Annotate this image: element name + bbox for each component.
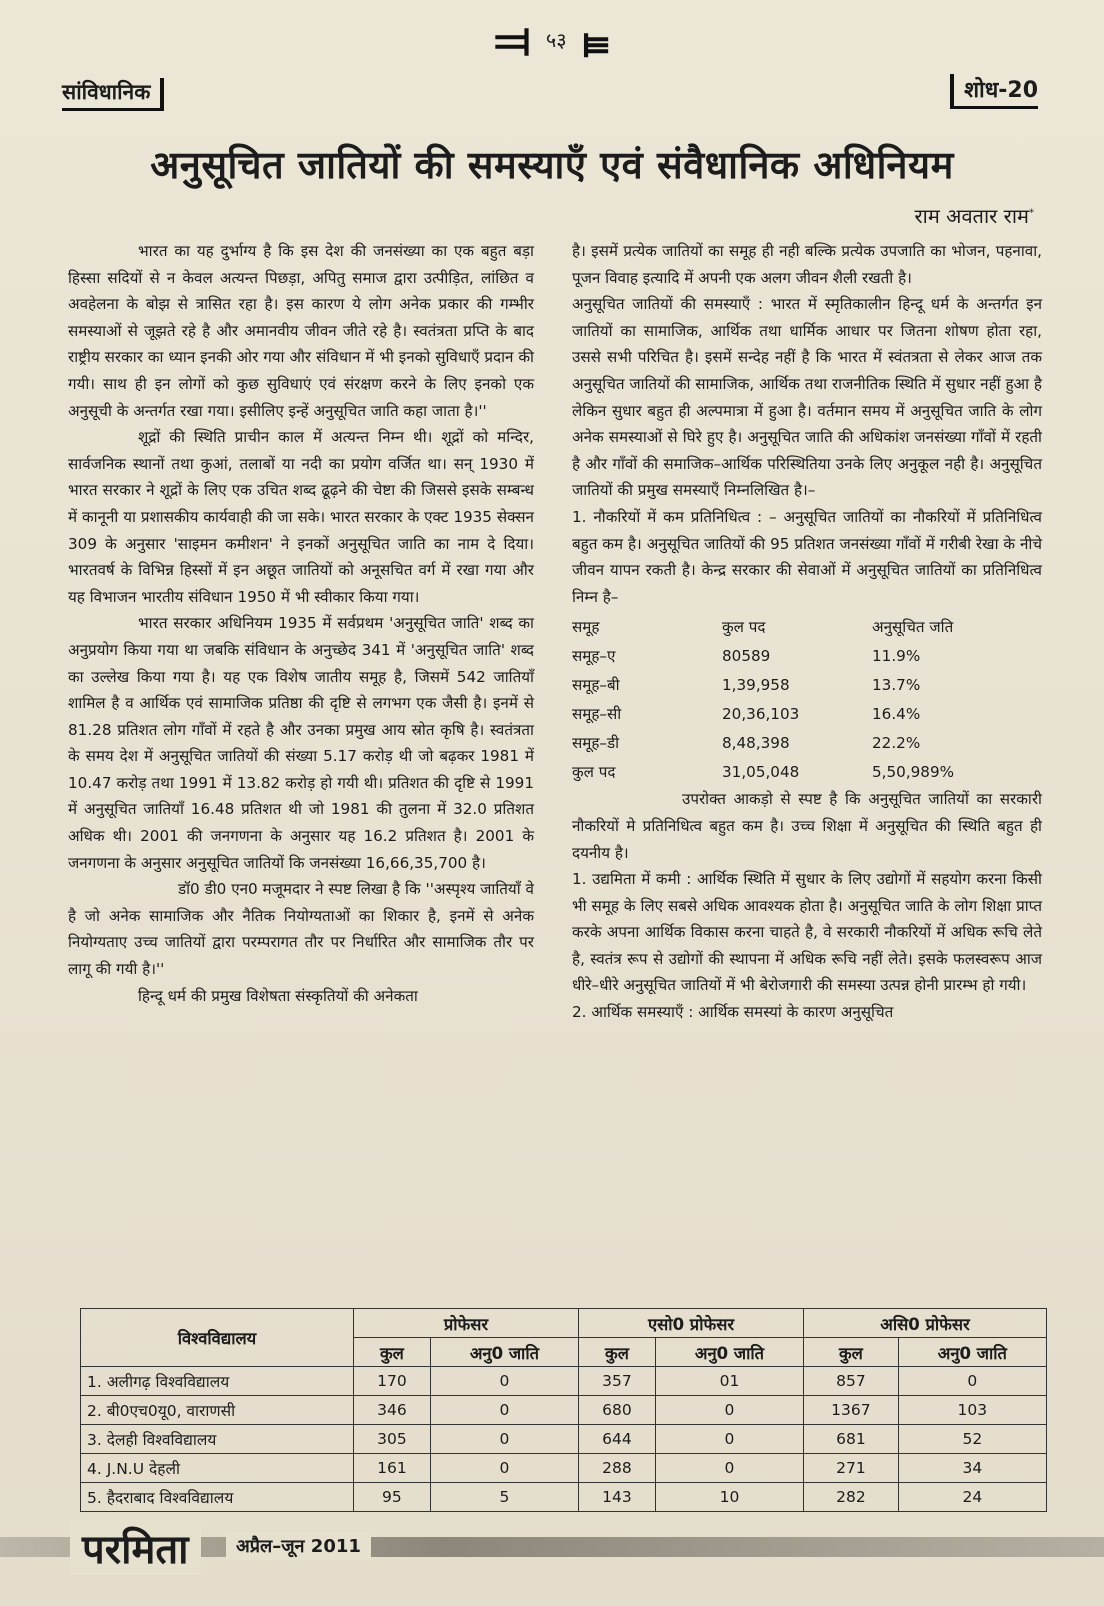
- table-cell: 857: [804, 1367, 899, 1396]
- paragraph: अनुसूचित जातियों की समस्याएँ : भारत में स्मृतिकालीन हिन्दू धर्म के अन्तर्गत इन जातियों का सामाजिक, आर्थिक तथा धार्मिक आधार पर जितना शोषण होता रहा, उससे सभी परिचित है। इसमें सन्देह नहीं है कि भारत में स्वंतत्रता से लेकर आज तक अनुसूचित जातियों की सामाजिक, आर्थिक तथा राजनीतिक स्थिति में सुधार नहीं हुआ है लेकिन सुधार बहुत ही अल्पमात्रा में हुआ है। वर्तमान समय में अनुसूचित जाति के लोग अनेक समस्याओं से घिरे हुए है। अनुसूचित जाति की अधिकांश जनसंख्या गाँवों में रहती है और गाँवों की समाजिक–आर्थिक परिस्थितिया उनके लिए अनुकूल नही है। अनुसूचित जातियों की प्रमुख समस्याएँ निम्नलिखित है।–: [572, 295, 1042, 500]
- university-name: 1. अलीगढ़ विश्वविद्यालय: [81, 1367, 354, 1396]
- table-row: [572, 641, 954, 670]
- table-cell: 0: [655, 1454, 803, 1483]
- table-cell: 680: [579, 1396, 656, 1425]
- paragraph: उपरोक्त आकड़ो से स्पष्ट है कि अनुसूचित जातियों का सरकारी नौकरियों मे प्रतिनिधित्व बहुत कम है। उच्च शिक्षा में अनुसूचित की स्थिति बहुत ही दयनीय है।: [572, 790, 1042, 862]
- sc-header: अनु0 जाति: [430, 1338, 578, 1367]
- paragraph: हिन्दू धर्म की प्रमुख विशेषता संस्कृतियों की अनेकता: [138, 986, 418, 1005]
- table-row: [572, 728, 954, 757]
- table-row: [572, 670, 954, 699]
- table-row: [572, 757, 954, 786]
- table-cell: 13.7%: [872, 675, 921, 694]
- issue-date: अप्रैल–जून 2011: [226, 1532, 371, 1560]
- paragraph: है। इसमें प्रत्येक जातियों का समूह ही नही बल्कि प्रत्येक उपजाति का भोजन, पहनावा, पूजन विवाह इत्यादि में अपनी एक अलग जीवन शैली रखती है।: [572, 242, 1042, 287]
- table-cell: 31,05,048: [722, 762, 800, 781]
- table-cell: 0: [898, 1367, 1046, 1396]
- total-header: कुल: [354, 1338, 431, 1367]
- section-label: सांविधानिक: [62, 78, 164, 111]
- table-cell: 0: [655, 1396, 803, 1425]
- table-cell: 0: [430, 1367, 578, 1396]
- table-cell: 16.4%: [872, 704, 921, 723]
- page-number: ५३: [545, 28, 567, 52]
- table-row: [81, 1483, 1047, 1512]
- table-cell: 01: [655, 1367, 803, 1396]
- table-cell: 8,48,398: [722, 733, 790, 752]
- table-cell: 5: [430, 1483, 578, 1512]
- table-cell: 52: [898, 1425, 1046, 1454]
- professor-header: प्रोफेसर: [354, 1309, 579, 1338]
- table-cell: 1367: [804, 1396, 899, 1425]
- university-header: विश्वविद्यालय: [81, 1309, 354, 1367]
- right-ornament: ⫢: [581, 12, 610, 68]
- table-cell: 143: [579, 1483, 656, 1512]
- table-cell: समूह–ए: [572, 646, 616, 665]
- journal-logo: परमिता: [70, 1520, 201, 1575]
- table-header: समूह: [572, 617, 600, 636]
- table-cell: 95: [354, 1483, 431, 1512]
- table-cell: 1,39,958: [722, 675, 790, 694]
- sc-header: अनु0 जाति: [655, 1338, 803, 1367]
- article-title: अनुसूचित जातियों की समस्याएँ एवं संवैधानिक अधिनियम: [150, 143, 954, 187]
- paragraph: डॉ0 डी0 एन0 मजूमदार ने स्पष्ट लिखा है कि ''अस्पृश्य जातियाँ वे है जो अनेक सामाजिक और नैतिक नियोग्यताओं का शिकार है, इनमें से अनेक नियोग्यताए उच्च जातियों द्वारा परम्परागत तौर पर निर्धारित और सामाजिक तौर पर लागू की गयी है।'': [68, 880, 534, 979]
- paragraph: 2. आर्थिक समस्याएँ : आर्थिक समस्यां के कारण अनुसूचित: [572, 1003, 894, 1022]
- university-table: [80, 1308, 1047, 1512]
- right-column: [572, 238, 1042, 1026]
- university-name: 4. J.N.U देहली: [81, 1454, 354, 1483]
- table-cell: 288: [579, 1454, 656, 1483]
- table-header: कुल पद: [722, 617, 766, 636]
- table-cell: 0: [430, 1425, 578, 1454]
- table-cell: समूह–सी: [572, 704, 622, 723]
- table-cell: 10: [655, 1483, 803, 1512]
- author-name: राम अवतार राम*: [914, 204, 1034, 228]
- table-cell: 80589: [722, 646, 771, 665]
- table-cell: 681: [804, 1425, 899, 1454]
- paragraph: 1. उद्यमिता में कमी : आर्थिक स्थिति में सुधार के लिए उद्योगों में सहयोग करना किसी भी समूह के लिए सबसे अधिक आवश्यक होता है। अनुसूचित जाति के लोग शिक्षा प्राप्त करके अपना आर्थिक विकास करना चाहते है, वे सरकारी नौकरियों में अधिक रूचि लेते है, स्वतंत्र रूप से उद्योगों की स्थापना में अधिक रूचि नहीं लेते। इसके फलस्वरूप आज धीरे–धीरे अनुसूचित जातियों में भी बेरोजगारी की समस्या उत्पन्न होनी प्रारम्भ हो गयी।: [572, 870, 1042, 995]
- table-cell: समूह–बी: [572, 675, 620, 694]
- paragraph: भारत सरकार अधिनियम 1935 में सर्वप्रथम 'अनुसूचित जाति' शब्द का अनुप्रयोग किया गया था जबकि संविधान के अनुच्छेद 341 में 'अनुसूचित जाति' शब्द का उल्लेख किया गया है। यह एक विशेष जातीय समूह है, जिसमें 542 जातियाँ शामिल है व आर्थिक एवं सामाजिक प्रतिष्ठा की दृष्टि से लगभग एक जैसी है। इनमें से 81.28 प्रतिशत लोग गाँवों में रहते है और उनका प्रमुख आय स्रोत कृषि है। स्वतंत्रता के समय देश में अनुसूचित जातियों की संख्या 5.17 करोड़ थी जो बढ़कर 1981 में 10.47 करोड़ तथा 1991 में 13.82 करोड़ हो गयी थी। प्रतिशत की दृष्टि से 1991 में अनुसूचित जातियाँ 16.48 प्रतिशत थी जो 1981 की तुलना में 32.0 प्रतिशत अधिक थी। 2001 की जनगणना के अनुसार यह 16.2 प्रतिशत है। 2001 के जनगणना के अनुसार अनुसूचित जातियों कि जनसंख्या 16,66,35,700 है।: [68, 614, 534, 872]
- table-cell: कुल पद: [572, 762, 616, 781]
- table-cell: 0: [430, 1396, 578, 1425]
- sc-header: अनु0 जाति: [898, 1338, 1046, 1367]
- university-name: 2. बी0एच0यू0, वाराणसी: [81, 1396, 354, 1425]
- table-cell: 644: [579, 1425, 656, 1454]
- table-cell: 161: [354, 1454, 431, 1483]
- page-number-header: [0, 10, 1104, 70]
- left-column: [68, 238, 534, 1009]
- table-cell: 20,36,103: [722, 704, 800, 723]
- university-name: 5. हैदराबाद विश्वविद्यालय: [81, 1483, 354, 1512]
- total-header: कुल: [804, 1338, 899, 1367]
- table-cell: 0: [430, 1454, 578, 1483]
- table-cell: 0: [655, 1425, 803, 1454]
- table-header-row: [81, 1309, 1047, 1338]
- table-cell: 346: [354, 1396, 431, 1425]
- research-label: शोध-20: [950, 74, 1038, 109]
- paragraph: भारत का यह दुर्भाग्य है कि इस देश की जनसंख्या का एक बहुत बड़ा हिस्सा सदियों से न केवल अत्यन्त पिछड़ा, अपितु समाज द्वारा उत्पीड़ित, लांछित व अवहेलना के बोझ से त्रासित रहा है। इस कारण ये लोग अनेक प्रकार की गम्भीर समस्याओं से जूझते रहे है और अमानवीय जीवन जीते रहे है। स्वतंत्रता प्रप्ति के बाद राष्ट्रीय सरकार का ध्यान इनकी ओर गया और संविधान में भी इनको सुविधाएँ प्रदान की गयी। साथ ही इन लोगों को कुछ सुविधाएं एवं संरक्षण करने के लिए इनको एक अनुसूची के अन्तर्गत रखा गया। इसीलिए इन्हें अनुसूचित जाति कहा जाता है।'': [68, 242, 534, 420]
- table-cell: समूह–डी: [572, 733, 620, 752]
- table-cell: 22.2%: [872, 733, 921, 752]
- table-cell: 103: [898, 1396, 1046, 1425]
- table-cell: 271: [804, 1454, 899, 1483]
- table-cell: 24: [898, 1483, 1046, 1512]
- table-cell: 34: [898, 1454, 1046, 1483]
- representation-table: [572, 612, 954, 786]
- table-cell: 5,50,989%: [872, 762, 955, 781]
- left-ornament: ⫤: [494, 12, 531, 68]
- table-header: अनुसूचित जति: [872, 617, 954, 636]
- table-row: [81, 1367, 1047, 1396]
- table-cell: 282: [804, 1483, 899, 1512]
- table-row: [572, 699, 954, 728]
- table-cell: 357: [579, 1367, 656, 1396]
- table-cell: 305: [354, 1425, 431, 1454]
- assistant-professor-header: असि0 प्रोफेसर: [804, 1309, 1047, 1338]
- table-cell: 11.9%: [872, 646, 921, 665]
- paragraph: 1. नौकरियों में कम प्रतिनिधित्व : – अनुसूचित जातियों का नौकरियों में प्रतिनिधित्व बहुत कम है। अनुसूचित जातियों की 95 प्रतिशत जनसंख्या गाँवों में गरीबी रेखा के नीचे जीवन यापन रकती है। केन्द्र सरकार की सेवाओं में अनुसूचित जातियों का प्रतिनिधित्व निम्न है–: [572, 507, 1042, 606]
- table-row: [81, 1454, 1047, 1483]
- table-row: [81, 1425, 1047, 1454]
- table-row: [81, 1396, 1047, 1425]
- paragraph: शूद्रों की स्थिति प्राचीन काल में अत्यन्त निम्न थी। शूद्रों को मन्दिर, सार्वजनिक स्थानों तथा कुआं, तलाबों या नदी का प्रयोग वर्जित था। सन् 1930 में भारत सरकार ने शूद्रों के लिए एक उचित शब्द ढूढ़ने की चेष्टा की जिससे इसके सम्बन्ध में कानूनी या प्रशासकीय कार्यवाही की जा सके। भारत सरकार के एक्ट 1935 सेक्सन 309 के अनुसार 'साइमन कमीशन' ने इनकों अनुसूचित जाति का नाम दे दिया। भारतवर्ष के विभिन्न हिस्सों में इन अछूत जातियों को अनूसचित वर्ग में रखा गया और यह विभाजन भारतीय संविधान 1950 में भी स्वीकार किया गया।: [68, 428, 534, 606]
- total-header: कुल: [579, 1338, 656, 1367]
- table-header-row: [572, 612, 954, 641]
- university-name: 3. देलही विश्वविद्यालय: [81, 1425, 354, 1454]
- associate-professor-header: एसो0 प्रोफेसर: [579, 1309, 804, 1338]
- table-cell: 170: [354, 1367, 431, 1396]
